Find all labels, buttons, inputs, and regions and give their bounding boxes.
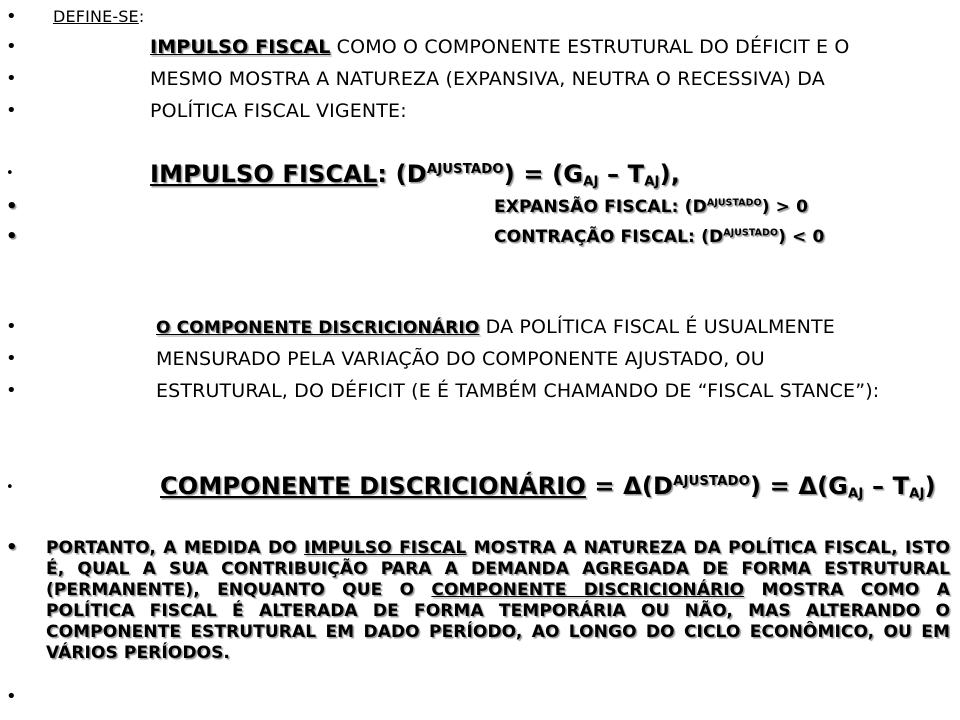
define-text: DEFINE-SE:	[53, 7, 145, 26]
bullet-icon: •	[6, 226, 18, 247]
bullet-icon: •	[6, 6, 17, 27]
formula-impulso: IMPULSO FISCAL: $(D^{AJUSTADO}) = (G_{AJ} - T_{AJ})$,	[150, 160, 681, 190]
conclusion-paragraph: • PORTANTO, A MEDIDA DO IMPULSO FISCAL MOSTRA A NATUREZA DA POLÍTICA FISCAL, ISTO É, QUAL A SUA CONTRIBUIÇÃO PARA A DEMANDA AGREGADA DE FORMA ESTRUTURAL (PERMANENTE), ENQUANTO QUE O COMPONENTE DISCRICIONÁRIO MOSTRA COMO A POLÍTICA FISCAL É ALTERADA DE FORMA TEMPORÁRIA OU NÃO, MAS ALTERANDO O COMPONENTE ESTRUTURAL EM DADO PERÍODO, AO LONGO DO CICLO ECONÔMICO, OU EM VÁRIOS PERÍODOS.	[6, 537, 951, 663]
politica-text: POLÍTICA FISCAL VIGENTE:	[150, 100, 407, 122]
bullet-icon: •	[6, 166, 14, 181]
expansao-text: EXPANSÃO FISCAL: $(D^{AJUSTADO}) > 0$	[494, 197, 809, 217]
bullet-icon: •	[6, 316, 17, 337]
mensurado-text: MENSURADO PELA VARIAÇÃO DO COMPONENTE AJUSTADO, OU	[156, 348, 765, 370]
impulso-def-text: IMPULSO FISCAL COMO O COMPONENTE ESTRUTURAL DO DÉFICIT E O	[150, 36, 850, 58]
bullet-icon: •	[6, 537, 18, 558]
contracao-text: CONTRAÇÃO FISCAL: $(D^{AJUSTADO}) < 0$	[494, 227, 825, 247]
estrutural-text: ESTRUTURAL, DO DÉFICIT (E É TAMBÉM CHAMANDO DE “FISCAL STANCE”):	[156, 380, 880, 402]
bullet-icon: •	[6, 686, 17, 707]
bullet-icon: •	[6, 196, 18, 217]
bullet-icon: •	[6, 68, 17, 89]
bullet-icon: •	[6, 100, 17, 121]
formula-discricionario: COMPONENTE DISCRICIONÁRIO = $\Delta(D^{AJUSTADO}) = \Delta(G_{AJ} - T_{AJ})$	[160, 472, 936, 502]
discricionario-def-text: O COMPONENTE DISCRICIONÁRIO DA POLÍTICA FISCAL É USUALMENTE	[156, 316, 835, 338]
bullet-icon: •	[6, 36, 17, 57]
bullet-icon: •	[6, 380, 17, 401]
bullet-icon: •	[6, 480, 14, 495]
bullet-icon: •	[6, 348, 17, 369]
mesmo-text: MESMO MOSTRA A NATUREZA (EXPANSIVA, NEUTRA O RECESSIVA) DA	[150, 68, 825, 90]
